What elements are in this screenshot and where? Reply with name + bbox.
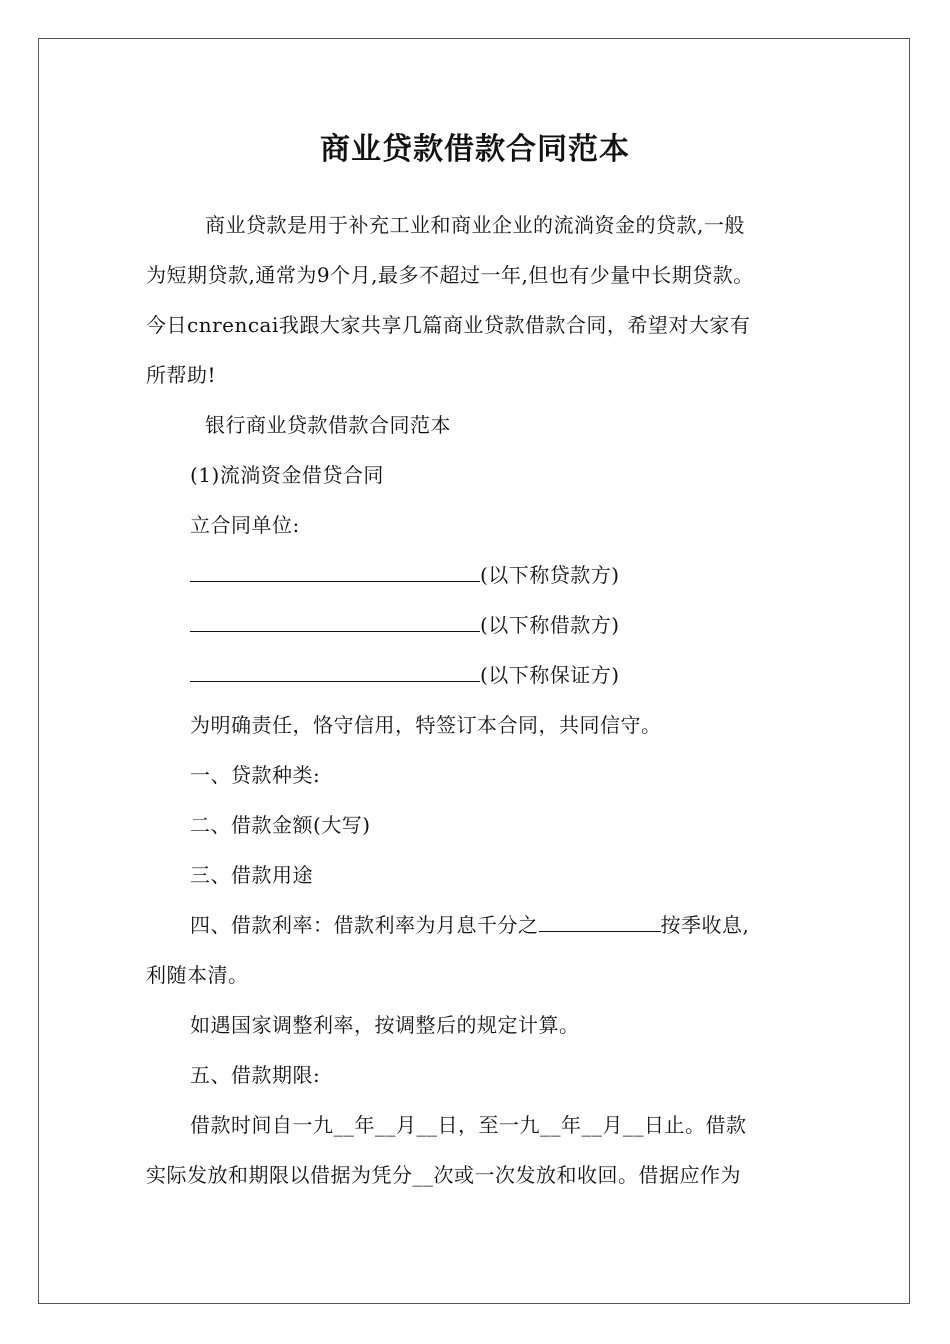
preamble: 为明确责任，恪守信用，特签订本合同，共同信守。 (190, 713, 662, 737)
clause-loan-term: 五、借款期限: (190, 1063, 321, 1087)
intro-line-2: 为短期贷款,通常为9个月,最多不超过一年,但也有少量中长期贷款。 (146, 263, 754, 287)
interest-rate-prefix: 四、借款利率：借款利率为月息千分之 (190, 913, 539, 937)
clause-loan-purpose: 三、借款用途 (190, 863, 313, 887)
parties-label: 立合同单位: (190, 513, 300, 537)
interest-rate-suffix: 按季收息, (660, 913, 750, 937)
clause-interest-rate (190, 910, 749, 940)
guarantor-blank[interactable] (190, 663, 480, 682)
section-subtitle: 银行商业贷款借款合同范本 (205, 413, 451, 437)
intro-line-3: 今日cnrencai我跟大家共享几篇商业贷款借款合同，希望对大家有 (146, 313, 751, 337)
document-title: 商业贷款借款合同范本 (320, 132, 630, 167)
clause-loan-term-line-1: 借款时间自一九__年__月__日，至一九__年__月__日止。借款 (190, 1113, 747, 1137)
borrower-label: (以下称借款方) (480, 613, 620, 637)
clause-loan-term-line-2: 实际发放和期限以借据为凭分__次或一次发放和收回。借据应作为 (146, 1163, 741, 1187)
clause-interest-rate-line-2: 利随本清。 (146, 963, 249, 987)
party-guarantor-line (190, 660, 620, 690)
guarantor-label: (以下称保证方) (480, 663, 620, 687)
clause-loan-type: 一、贷款种类: (190, 763, 321, 787)
lender-blank[interactable] (190, 563, 480, 582)
party-borrower-line (190, 610, 620, 640)
party-lender-line (190, 560, 620, 590)
lender-label: (以下称贷款方) (480, 563, 620, 587)
intro-line-1: 商业贷款是用于补充工业和商业企业的流淌资金的贷款,一般 (205, 213, 745, 237)
clause-loan-amount: 二、借款金额(大写) (190, 813, 371, 837)
intro-line-4: 所帮助! (146, 363, 217, 387)
interest-rate-blank[interactable] (539, 913, 661, 932)
borrower-blank[interactable] (190, 613, 480, 632)
clause-interest-adjustment: 如遇国家调整利率，按调整后的规定计算。 (190, 1013, 580, 1037)
contract-name: (1)流淌资金借贷合同 (190, 463, 384, 487)
